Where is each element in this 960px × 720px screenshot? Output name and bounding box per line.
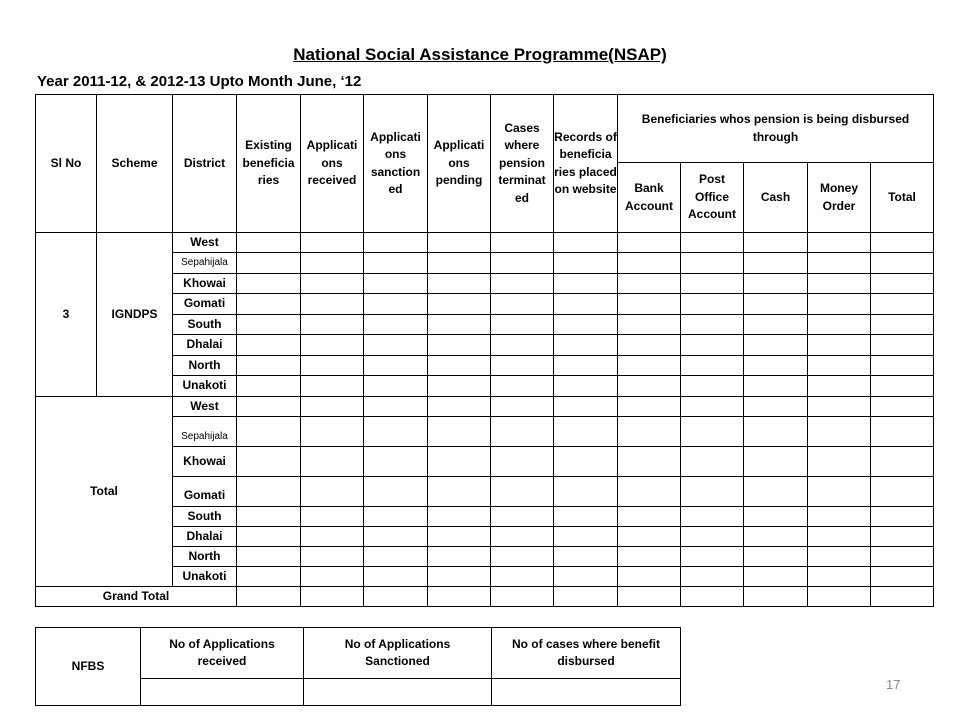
- district-cell: Khowai: [173, 274, 237, 294]
- nfbs-header-disbursed: No of cases where benefit disbursed: [492, 628, 681, 679]
- district-cell: Gomati: [173, 294, 237, 315]
- district-cell: South: [173, 507, 237, 527]
- nfbs-cell: [492, 679, 681, 706]
- district-cell: West: [173, 397, 237, 417]
- nfbs-cell: [141, 679, 304, 706]
- district-cell: Gomati: [173, 477, 237, 507]
- district-cell: Dhalai: [173, 335, 237, 356]
- district-cell: South: [173, 315, 237, 335]
- district-cell: North: [173, 547, 237, 567]
- header-existing-beneficiaries: Existing beneficia ries: [237, 95, 301, 233]
- page-title: National Social Assistance Programme(NSAP): [293, 45, 667, 64]
- sl-no-cell: 3: [36, 233, 97, 397]
- header-money-order: Money Order: [808, 163, 871, 233]
- header-post-office-account: Post Office Account: [681, 163, 744, 233]
- grand-total-label: Grand Total: [36, 587, 237, 607]
- page-number: 17: [886, 677, 901, 692]
- nfbs-header-received: No of Applications received: [141, 628, 304, 679]
- header-cash: Cash: [744, 163, 808, 233]
- district-cell: Sepahijala: [173, 417, 237, 447]
- nsap-table: [35, 94, 934, 607]
- scheme-cell: IGNDPS: [97, 233, 173, 397]
- district-cell: Khowai: [173, 447, 237, 477]
- header-total: Total: [871, 163, 934, 233]
- district-cell: North: [173, 356, 237, 376]
- total-block-label: Total: [36, 397, 173, 587]
- header-sl-no: Sl No: [36, 95, 97, 233]
- page-subtitle: Year 2011-12, & 2012-13 Upto Month June, ‘12: [37, 73, 362, 90]
- nfbs-header-sanctioned: No of Applications Sanctioned: [304, 628, 492, 679]
- header-scheme: Scheme: [97, 95, 173, 233]
- nfbs-label: NFBS: [36, 628, 141, 706]
- header-applications-received: Applicati ons received: [301, 95, 364, 233]
- header-cases-terminated: Cases where pension terminat ed: [491, 95, 554, 233]
- header-applications-pending: Applicati ons pending: [428, 95, 491, 233]
- header-disbursed-through: Beneficiaries whos pension is being disbursed through: [618, 95, 934, 163]
- district-cell: West: [173, 233, 237, 253]
- header-applications-sanctioned: Applicati ons sanction ed: [364, 95, 428, 233]
- district-cell: Dhalai: [173, 527, 237, 547]
- header-bank-account: Bank Account: [618, 163, 681, 233]
- district-cell: Unakoti: [173, 567, 237, 587]
- district-cell: Sepahijala: [173, 253, 237, 274]
- nfbs-table: [35, 627, 681, 706]
- header-records-on-website: Records of beneficia ries placed on website: [554, 95, 618, 233]
- nfbs-cell: [304, 679, 492, 706]
- district-cell: Unakoti: [173, 376, 237, 397]
- header-district: District: [173, 95, 237, 233]
